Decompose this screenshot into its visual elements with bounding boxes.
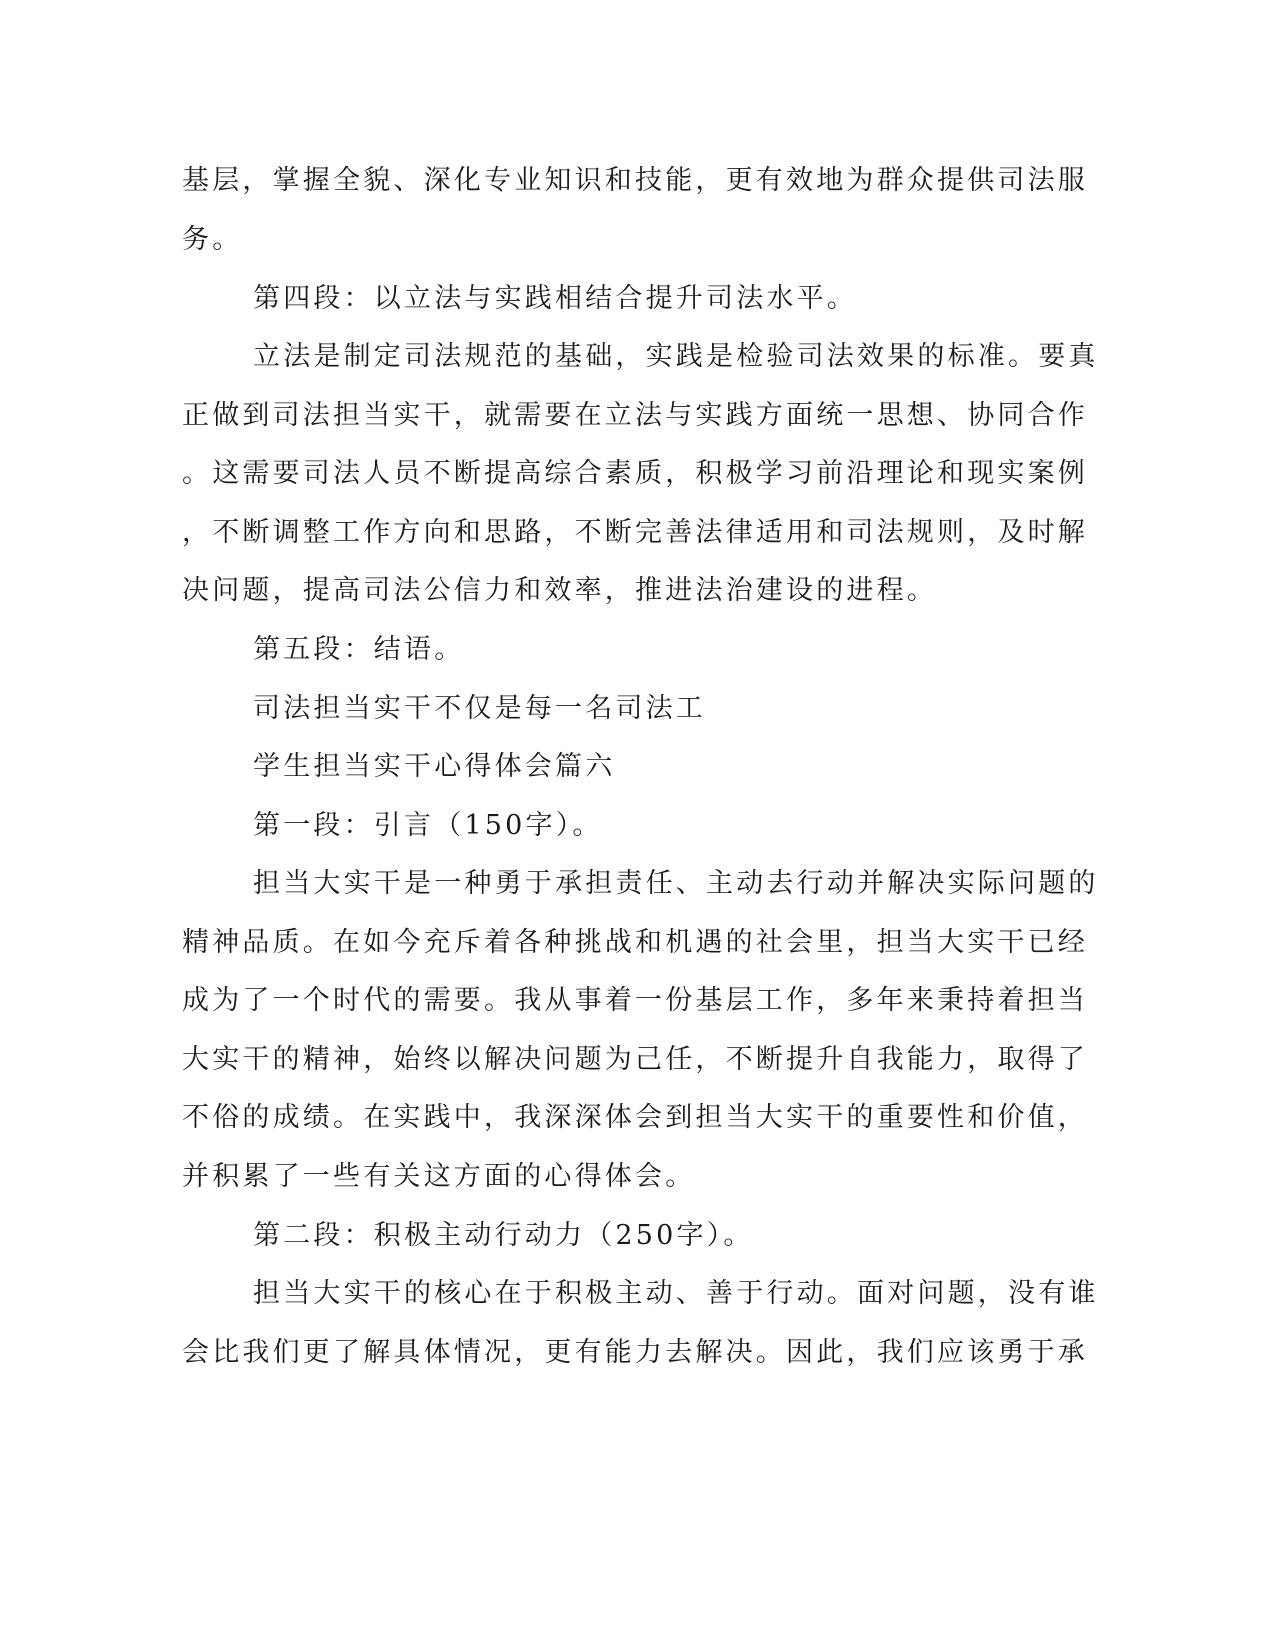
text-line: 担当大实干是一种勇于承担责任、主动去行动并解决实际问题的 — [253, 868, 1099, 899]
text-line: 基层，掌握全貌、深化专业知识和技能，更有效地为群众提供司法服 — [182, 165, 1088, 196]
text-line: ，不断调整工作方向和思路，不断完善法律适用和司法规则，及时解 — [182, 517, 1088, 548]
section-heading: 第一段：引言（150字）。 — [253, 810, 603, 841]
text-line: 决问题，提高司法公信力和效率，推进法治建设的进程。 — [182, 575, 937, 606]
text-line: 并积累了一些有关这方面的心得体会。 — [182, 1161, 696, 1192]
text-line: 司法担当实干不仅是每一名司法工 — [253, 693, 706, 724]
text-line: 立法是制定司法规范的基础，实践是检验司法效果的标准。要真 — [253, 341, 1099, 372]
text-line: 正做到司法担当实干，就需要在立法与实践方面统一思想、协同合作 — [182, 400, 1088, 431]
text-line: 不俗的成绩。在实践中，我深深体会到担当大实干的重要性和价值， — [182, 1102, 1088, 1133]
section-heading: 第五段：结语。 — [253, 634, 465, 665]
text-line: 大实干的精神，始终以解决问题为己任，不断提升自我能力，取得了 — [182, 1044, 1088, 1075]
article-title: 学生担当实干心得体会篇六 — [253, 751, 616, 782]
section-heading: 第四段：以立法与实践相结合提升司法水平。 — [253, 283, 857, 314]
text-line: 。这需要司法人员不断提高综合素质，积极学习前沿理论和现实案例 — [182, 458, 1088, 489]
text-line: 精神品质。在如今充斥着各种挑战和机遇的社会里，担当大实干已经 — [182, 927, 1088, 958]
text-line: 成为了一个时代的需要。我从事着一份基层工作，多年来秉持着担当 — [182, 985, 1088, 1016]
text-line: 务。 — [182, 224, 243, 255]
section-heading: 第二段：积极主动行动力（250字）。 — [253, 1220, 754, 1251]
text-line: 会比我们更了解具体情况，更有能力去解决。因此，我们应该勇于承 — [182, 1337, 1088, 1368]
text-line: 担当大实干的核心在于积极主动、善于行动。面对问题，没有谁 — [253, 1278, 1099, 1309]
